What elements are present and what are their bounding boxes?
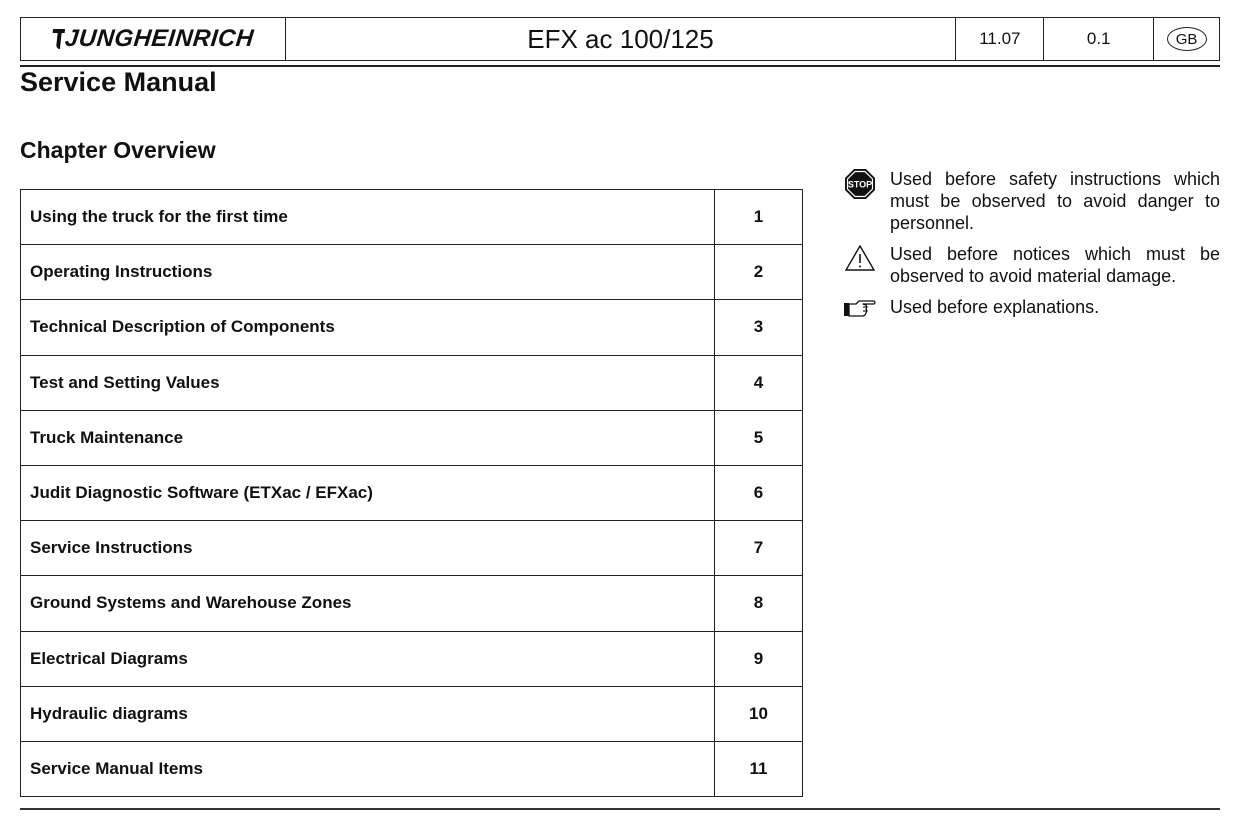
- legend-item-hint: [843, 296, 1220, 326]
- footer-rule: [20, 808, 1220, 810]
- chapter-title[interactable]: Test and Setting Values: [21, 355, 715, 410]
- chapter-number: 3: [715, 300, 803, 355]
- chapter-title[interactable]: Service Instructions: [21, 521, 715, 576]
- chapter-row[interactable]: [21, 521, 803, 576]
- chapter-number: 6: [715, 465, 803, 520]
- version-number: 0.1: [1086, 29, 1111, 48]
- chapter-title[interactable]: Service Manual Items: [21, 741, 715, 796]
- chapter-row[interactable]: [21, 631, 803, 686]
- chapter-row[interactable]: [21, 686, 803, 741]
- model-cell: [286, 18, 957, 60]
- chapter-number: 9: [715, 631, 803, 686]
- logo-cell: [21, 18, 286, 60]
- stop-sign-icon: [843, 168, 877, 198]
- document-header: [20, 17, 1220, 61]
- chapter-number: 11: [715, 741, 803, 796]
- chapter-title[interactable]: Electrical Diagrams: [21, 631, 715, 686]
- language-cell: [1154, 18, 1219, 60]
- chapter-title[interactable]: Truck Maintenance: [21, 410, 715, 465]
- chapter-title[interactable]: Hydraulic diagrams: [21, 686, 715, 741]
- language-badge: GB: [1167, 27, 1207, 51]
- chapter-title[interactable]: Judit Diagnostic Software (ETXac / EFXac): [21, 465, 715, 520]
- company-logo: [50, 25, 255, 53]
- chapter-row[interactable]: [21, 300, 803, 355]
- chapter-title[interactable]: Technical Description of Components: [21, 300, 715, 355]
- chapter-row[interactable]: [21, 410, 803, 465]
- chapter-title[interactable]: Operating Instructions: [21, 245, 715, 300]
- symbol-legend: [843, 168, 1220, 335]
- chapter-number: 2: [715, 245, 803, 300]
- date-cell: [956, 18, 1044, 60]
- chapter-title[interactable]: Ground Systems and Warehouse Zones: [21, 576, 715, 631]
- logo-text: JUNGHEINRICH: [63, 25, 256, 52]
- legend-item-stop: [843, 168, 1220, 234]
- edition-date: 11.07: [979, 29, 1021, 48]
- warning-triangle-icon: [843, 243, 877, 273]
- legend-text-hint: Used before explanations.: [890, 297, 1100, 317]
- legend-item-warning: [843, 243, 1220, 287]
- chapter-number: 7: [715, 521, 803, 576]
- chapter-title[interactable]: Using the truck for the first time: [21, 190, 715, 245]
- model-title: EFX ac 100/125: [527, 23, 714, 54]
- chapter-row[interactable]: [21, 190, 803, 245]
- chapter-row[interactable]: [21, 245, 803, 300]
- version-cell: [1044, 18, 1154, 60]
- chapter-row[interactable]: [21, 576, 803, 631]
- chapter-number: 10: [715, 686, 803, 741]
- page-title: Service Manual: [20, 67, 217, 97]
- legend-text-stop: Used before safety instructions which must be observed to avoid danger to personnel.: [890, 169, 1220, 233]
- chapter-row[interactable]: [21, 355, 803, 410]
- chapter-number: 1: [715, 190, 803, 245]
- chapter-row[interactable]: [21, 465, 803, 520]
- legend-text-warning: Used before notices which must be observed to avoid material damage.: [890, 244, 1220, 286]
- logo-mark-icon: [51, 29, 65, 49]
- stop-sign-label: STOP: [847, 179, 873, 190]
- section-heading: Chapter Overview: [20, 137, 216, 163]
- chapter-number: 4: [715, 355, 803, 410]
- chapter-row[interactable]: [21, 741, 803, 796]
- chapter-table: [20, 189, 803, 797]
- chapter-number: 8: [715, 576, 803, 631]
- chapter-number: 5: [715, 410, 803, 465]
- pointing-hand-icon: [843, 296, 877, 326]
